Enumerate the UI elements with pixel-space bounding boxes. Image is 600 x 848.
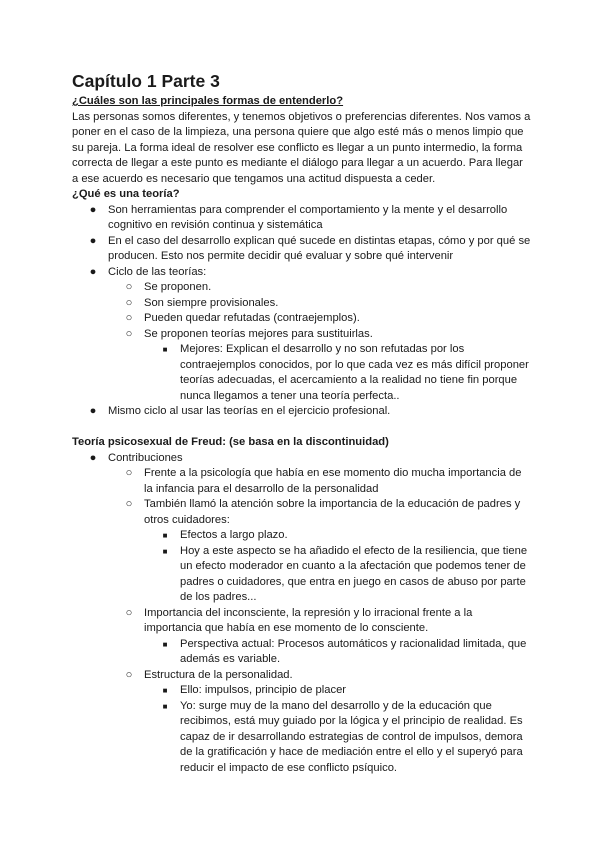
bullet-square-icon: ■	[162, 639, 168, 649]
section-heading-teoria: ¿Qué es una teoría?	[72, 188, 180, 200]
bullet-dot-icon: ●	[89, 203, 97, 216]
list-item: ■ Mejores: Explican el desarrollo y no son refutadas por los contraejemplos conocidos, por lo que cada vez es más difícil proponer teorías adecuadas, el acercamiento a la realidad no tiene fin porque nunca llegamos a tener una teoría perfecta..	[72, 342, 532, 404]
bullet-dot-icon: ●	[89, 405, 97, 417]
bullet-circle-icon: ○	[125, 467, 133, 479]
section-heading-freud: Teoría psicosexual de Freud: (se basa en la discontinuidad)	[72, 436, 389, 448]
page-title: Capítulo 1 Parte 3	[72, 71, 220, 91]
list-item: ■ Efectos a largo plazo.	[72, 528, 532, 544]
list-item: ● Ciclo de las teorías:	[72, 265, 532, 281]
list-item: ○ También llamó la atención sobre la importancia de la educación de padres y otros cuidadores:	[72, 497, 532, 528]
section-heading-formas: ¿Cuáles son las principales formas de entenderlo?	[72, 95, 344, 107]
bullet-dot-icon: ●	[89, 451, 97, 464]
list-item: ○ Importancia del inconsciente, la represión y lo irracional frente a la importancia que había en ese momento de lo consciente.	[72, 606, 532, 637]
bullet-square-icon: ■	[162, 701, 168, 711]
list-item: ■ Ello: impulsos, principio de placer	[72, 683, 532, 699]
list-item: ● Contribuciones	[72, 451, 532, 467]
list-item: ■ Perspectiva actual: Procesos automáticos y racionalidad limitada, que además es variable.	[72, 637, 532, 668]
list-item: ○ Frente a la psicología que había en ese momento dio mucha importancia de la infancia para el desarrollo de la personalidad	[72, 466, 532, 497]
bullet-circle-icon: ○	[125, 312, 133, 324]
spacer	[72, 420, 532, 436]
list-item: ● En el caso del desarrollo explican qué sucede en distintas etapas, cómo y por qué se producen. Esto nos permite decidir qué evaluar y sobre qué intervenir	[72, 234, 532, 265]
list-item: ■ Yo: surge muy de la mano del desarrollo y de la educación que recibimos, está muy guiado por la lógica y el principio de realidad. Es capaz de ir desarrollando estrategias de control de impulsos, demora de la gratificación y hace de mediación entre el ello y el superyó para reducir el impacto de ese conflicto psíquico.	[72, 699, 532, 777]
bullet-dot-icon: ●	[89, 265, 97, 278]
bullet-square-icon: ■	[162, 686, 168, 695]
document-page	[72, 70, 532, 776]
bullet-circle-icon: ○	[125, 327, 133, 340]
list-item: ● Mismo ciclo al usar las teorías en el ejercicio profesional.	[72, 404, 532, 420]
list-item: ■ Hoy a este aspecto se ha añadido el efecto de la resiliencia, que tiene un efecto moderador en cuanto a la afectación que podemos tener de padres o cuidadores, que entra en juego en casos de abuso por parte de los padres...	[72, 544, 532, 606]
bullet-circle-icon: ○	[125, 281, 133, 293]
list-item: ○ Se proponen.	[72, 280, 532, 296]
teoria-list	[72, 203, 532, 420]
freud-list	[72, 451, 532, 777]
list-item: ○ Se proponen teorías mejores para sustituirlas.	[72, 327, 532, 343]
list-item: ○ Son siempre provisionales.	[72, 296, 532, 312]
bullet-circle-icon: ○	[125, 606, 133, 619]
intro-paragraph: Las personas somos diferentes, y tenemos objetivos o preferencias diferentes. Nos vamos a poner en el caso de la limpieza, una persona quiere que algo esté más o menos limpio que su pareja. La forma ideal de resolver ese conflicto es llegar a un punto intermedio, la forma correcta de llegar a este punto es mediante el diálogo para llegar a un acuerdo. Para llegar a ese acuerdo es necesario que tengamos una actitud dispuesta a ceder.	[72, 110, 531, 185]
list-item: ● Son herramientas para comprender el comportamiento y la mente y el desarrollo cognitivo en revisión continua y sistemática	[72, 203, 532, 234]
bullet-square-icon: ■	[162, 345, 168, 354]
bullet-circle-icon: ○	[125, 296, 133, 309]
bullet-dot-icon: ●	[89, 234, 97, 247]
list-item: ○ Estructura de la personalidad.	[72, 668, 532, 684]
bullet-circle-icon: ○	[125, 498, 133, 510]
bullet-circle-icon: ○	[125, 668, 133, 681]
list-item: ○ Pueden quedar refutadas (contraejemplos).	[72, 311, 532, 327]
bullet-square-icon: ■	[162, 546, 168, 556]
bullet-square-icon: ■	[162, 531, 168, 540]
